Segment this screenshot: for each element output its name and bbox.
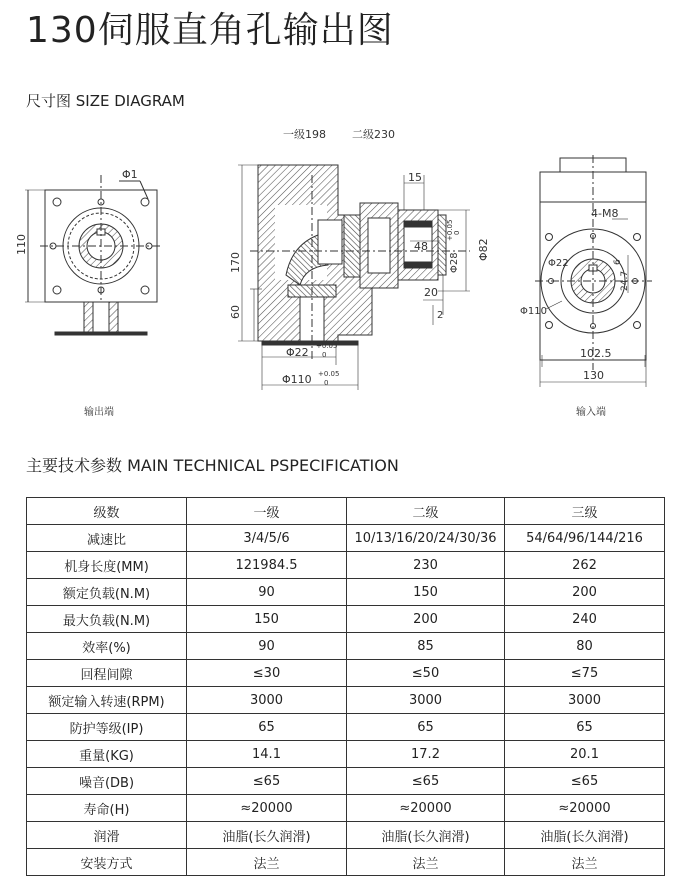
cell: 10/13/16/20/24/30/36 <box>347 525 505 552</box>
dim-20-label: 20 <box>424 286 438 299</box>
table-row <box>27 849 665 876</box>
row-label: 防护等级(IP) <box>27 714 187 741</box>
stage2-length-label: 二级230 <box>352 128 395 141</box>
tolerance3-upper-label: +0.05 <box>318 370 340 378</box>
row-label: 回程间隙 <box>27 660 187 687</box>
cell: 230 <box>347 552 505 579</box>
cell: 20.1 <box>505 741 665 768</box>
cell: 150 <box>347 579 505 606</box>
tolerance2-lower-label: 0 <box>322 351 327 359</box>
header-stage-2: 二级 <box>347 498 505 525</box>
cell: 240 <box>505 606 665 633</box>
table-row <box>27 633 665 660</box>
cell: 65 <box>187 714 347 741</box>
input-phi22-label: Φ22 <box>548 258 569 269</box>
cell: 油脂(长久润滑) <box>187 822 347 849</box>
row-label: 重量(KG) <box>27 741 187 768</box>
cell: ≈20000 <box>347 795 505 822</box>
page-title: 130伺服直角孔输出图 <box>26 10 394 51</box>
cell: 法兰 <box>505 849 665 876</box>
table-row <box>27 606 665 633</box>
dim-phi28-label: Φ28 <box>449 252 460 273</box>
row-label: 润滑 <box>27 822 187 849</box>
table-row <box>27 525 665 552</box>
input-6-label: 6 <box>613 259 623 265</box>
output-phi1-label: Φ1 <box>122 168 138 181</box>
cell: ≤65 <box>505 768 665 795</box>
cell: ≈20000 <box>187 795 347 822</box>
row-label: 最大负载(N.M) <box>27 606 187 633</box>
cell: 3000 <box>347 687 505 714</box>
header-stage-3: 三级 <box>505 498 665 525</box>
table-row <box>27 687 665 714</box>
cell: ≤30 <box>187 660 347 687</box>
section-view <box>250 165 470 360</box>
stage1-length-label: 一级198 <box>283 128 326 141</box>
input-24-7-label: 24.7 <box>620 270 630 291</box>
row-label: 减速比 <box>27 525 187 552</box>
size-diagram-heading: 尺寸图 SIZE DIAGRAM <box>26 92 185 110</box>
cell: 3000 <box>187 687 347 714</box>
cell: 200 <box>505 579 665 606</box>
cell: 法兰 <box>187 849 347 876</box>
cell: 90 <box>187 633 347 660</box>
cell: 法兰 <box>347 849 505 876</box>
dim-170-label: 170 <box>229 252 242 273</box>
dim-phi22-label: Φ22 <box>286 346 309 359</box>
size-diagram <box>0 115 678 425</box>
cell: ≤75 <box>505 660 665 687</box>
cell: 150 <box>187 606 347 633</box>
header-stage: 级数 <box>27 498 187 525</box>
table-row <box>27 660 665 687</box>
row-label: 额定负载(N.M) <box>27 579 187 606</box>
cell: 80 <box>505 633 665 660</box>
cell: 65 <box>347 714 505 741</box>
cell: 3/4/5/6 <box>187 525 347 552</box>
cell: 200 <box>347 606 505 633</box>
input-130-label: 130 <box>583 369 604 382</box>
cell: 14.1 <box>187 741 347 768</box>
table-row <box>27 552 665 579</box>
table-row <box>27 822 665 849</box>
dim-48-label: 48 <box>414 240 428 253</box>
cell: 121984.5 <box>187 552 347 579</box>
tolerance-lower-label: 0 <box>453 230 461 235</box>
cell: 油脂(长久润滑) <box>505 822 665 849</box>
table-row <box>27 714 665 741</box>
input-phi110-label: Φ110 <box>520 306 547 317</box>
cell: ≤65 <box>187 768 347 795</box>
cell: 54/64/96/144/216 <box>505 525 665 552</box>
table-row <box>27 579 665 606</box>
cell: 油脂(长久润滑) <box>347 822 505 849</box>
tolerance2-upper-label: +0.05 <box>316 342 338 350</box>
table-row <box>27 768 665 795</box>
input-end-caption: 输入端 <box>576 407 606 418</box>
output-height-label: 110 <box>15 234 28 255</box>
cell: 85 <box>347 633 505 660</box>
dim-phi110-label: Φ110 <box>282 373 312 386</box>
row-label: 额定输入转速(RPM) <box>27 687 187 714</box>
tolerance3-lower-label: 0 <box>324 379 329 387</box>
output-end-view <box>25 175 162 335</box>
cell: 17.2 <box>347 741 505 768</box>
dim-15-label: 15 <box>408 171 422 184</box>
dim-phi82-label: Φ82 <box>477 238 490 261</box>
output-end-caption: 输出端 <box>84 407 114 418</box>
dim-60-label: 60 <box>229 305 242 319</box>
cell: 262 <box>505 552 665 579</box>
cell: ≤65 <box>347 768 505 795</box>
spec-heading: 主要技术参数 MAIN TECHNICAL PSPECIFICATION <box>26 456 399 475</box>
spec-table <box>26 497 665 876</box>
input-4m8-label: 4-M8 <box>591 207 619 220</box>
row-label: 寿命(H) <box>27 795 187 822</box>
row-label: 安装方式 <box>27 849 187 876</box>
cell: 90 <box>187 579 347 606</box>
row-label: 机身长度(MM) <box>27 552 187 579</box>
tolerance-upper-label: +0.05 <box>446 219 454 241</box>
table-header-row <box>27 498 665 525</box>
header-stage-1: 一级 <box>187 498 347 525</box>
cell: 3000 <box>505 687 665 714</box>
cell: 65 <box>505 714 665 741</box>
cell: ≤50 <box>347 660 505 687</box>
row-label: 噪音(DB) <box>27 768 187 795</box>
table-row <box>27 741 665 768</box>
input-102-5-label: 102.5 <box>580 347 612 360</box>
table-row <box>27 795 665 822</box>
cell: ≈20000 <box>505 795 665 822</box>
dim-2-label: 2 <box>437 310 444 321</box>
row-label: 效率(%) <box>27 633 187 660</box>
